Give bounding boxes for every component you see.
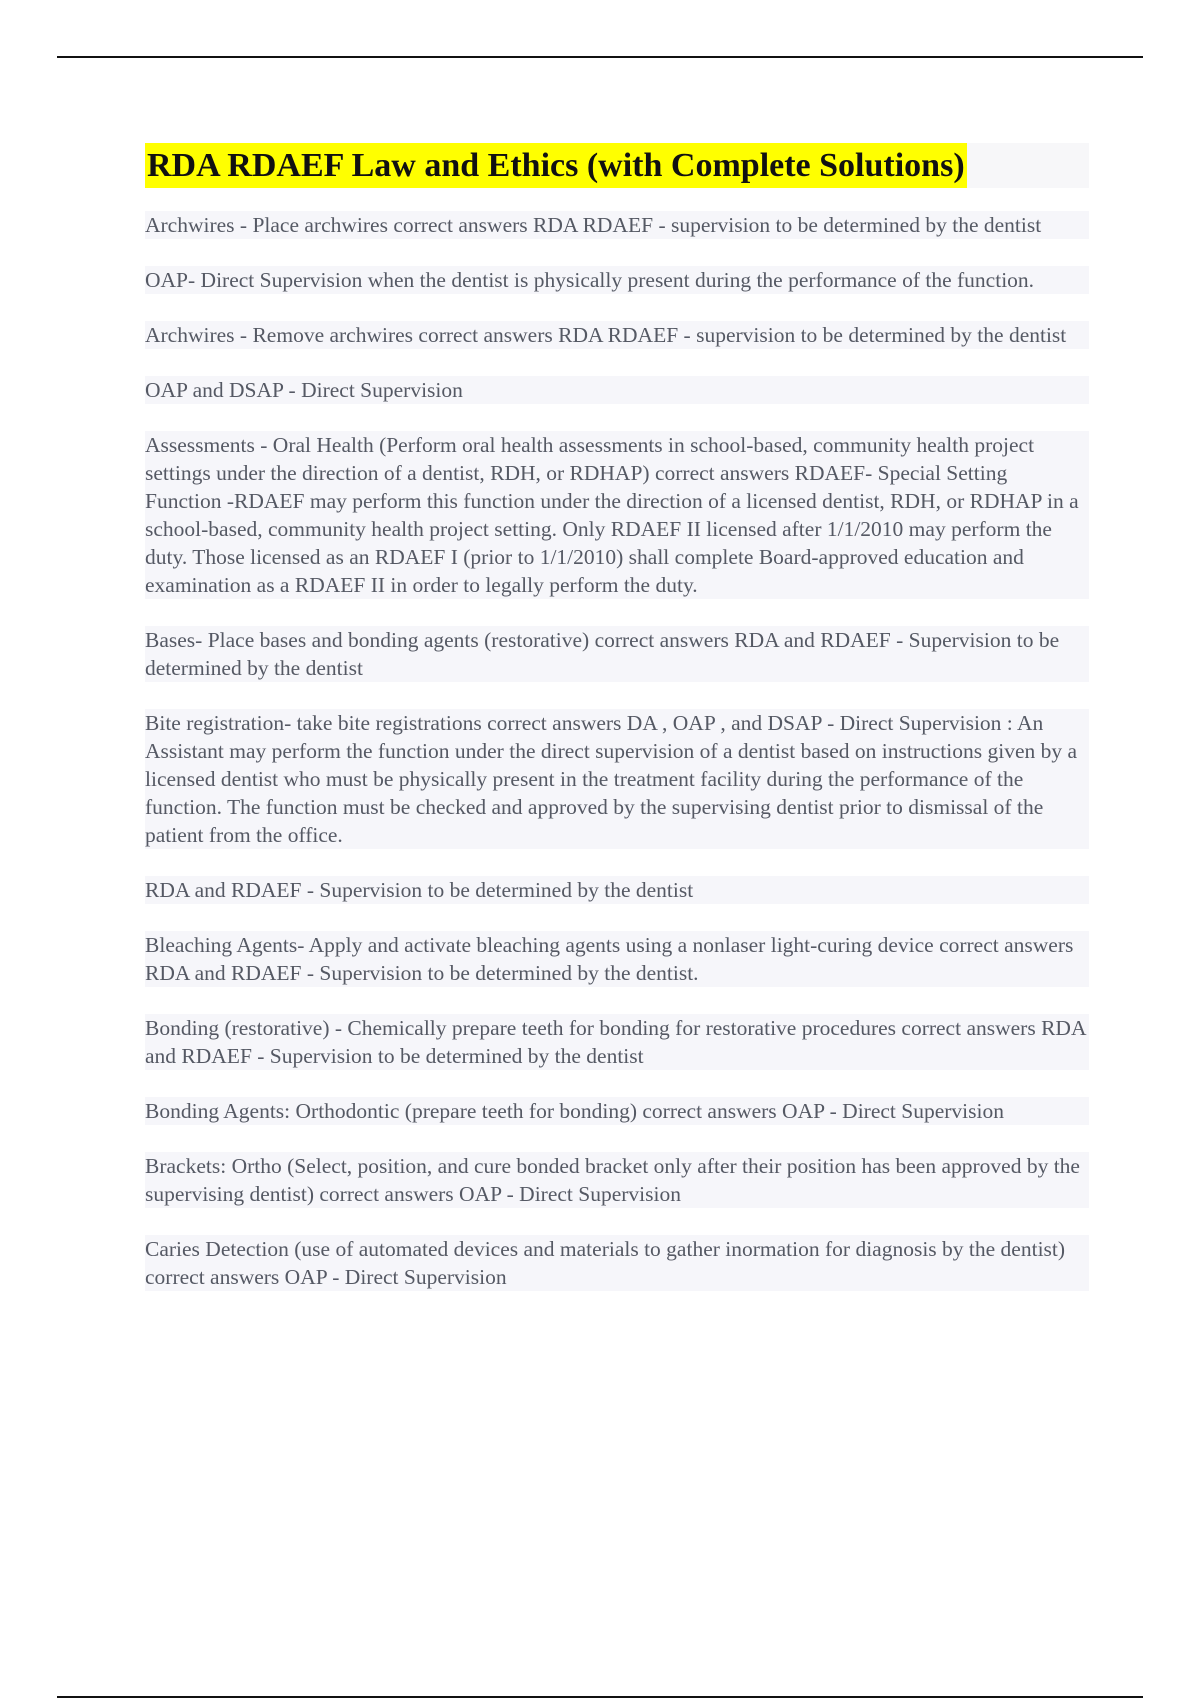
paragraph-brackets: Brackets: Ortho (Select, position, and cure bonded bracket only after their position has been approved by the supervising dentist) correct answers OAP - Direct Supervision	[145, 1152, 1089, 1208]
paragraph-assessments: Assessments - Oral Health (Perform oral health assessments in school-based, community health project settings under the direction of a dentist, RDH, or RDHAP) correct answers RDAEF- Special Setting Function -RDAEF may perform this function under the direction of a licensed dentist, RDH, or RDHAP in a school-based, community health project setting. Only RDAEF II licensed after 1/1/2010 may perform the duty. Those licensed as an RDAEF I (prior to 1/1/2010) shall complete Board-approved education and examination as a RDAEF II in order to legally perform the duty.	[145, 431, 1089, 599]
title-band	[145, 143, 1089, 188]
document-title: RDA RDAEF Law and Ethics (with Complete Solutions)	[145, 143, 967, 188]
paragraph-archwires-place: Archwires - Place archwires correct answers RDA RDAEF - supervision to be determined by the dentist	[145, 211, 1089, 239]
paragraph-bases: Bases- Place bases and bonding agents (restorative) correct answers RDA and RDAEF - Supervision to be determined by the dentist	[145, 626, 1089, 682]
paragraph-bonding-agents: Bonding Agents: Orthodontic (prepare teeth for bonding) correct answers OAP - Direct Supervision	[145, 1097, 1089, 1125]
paragraph-rda-rdaef-supervision: RDA and RDAEF - Supervision to be determined by the dentist	[145, 876, 1089, 904]
paragraph-bleaching-agents: Bleaching Agents- Apply and activate bleaching agents using a nonlaser light-curing device correct answers RDA and RDAEF - Supervision to be determined by the dentist.	[145, 931, 1089, 987]
paragraph-bonding-restorative: Bonding (restorative) - Chemically prepare teeth for bonding for restorative procedures correct answers RDA and RDAEF - Supervision to be determined by the dentist	[145, 1014, 1089, 1070]
paragraph-oap-dsap: OAP and DSAP - Direct Supervision	[145, 376, 1089, 404]
paragraph-caries-detection: Caries Detection (use of automated devices and materials to gather inormation for diagnosis by the dentist) correct answers OAP - Direct Supervision	[145, 1235, 1089, 1291]
paragraph-bite-registration: Bite registration- take bite registrations correct answers DA , OAP , and DSAP - Direct Supervision : An Assistant may perform the function under the direct supervision of a dentist based on instructions given by a licensed dentist who must be physically present in the treatment facility during the performance of the function. The function must be checked and approved by the supervising dentist prior to dismissal of the patient from the office.	[145, 709, 1089, 849]
top-rule	[57, 56, 1143, 58]
paragraph-oap-direct-supervision: OAP- Direct Supervision when the dentist is physically present during the performance of the function.	[145, 266, 1089, 294]
bottom-rule	[57, 1696, 1143, 1698]
paragraph-archwires-remove: Archwires - Remove archwires correct answers RDA RDAEF - supervision to be determined by the dentist	[145, 321, 1089, 349]
document-body	[145, 143, 1089, 1318]
